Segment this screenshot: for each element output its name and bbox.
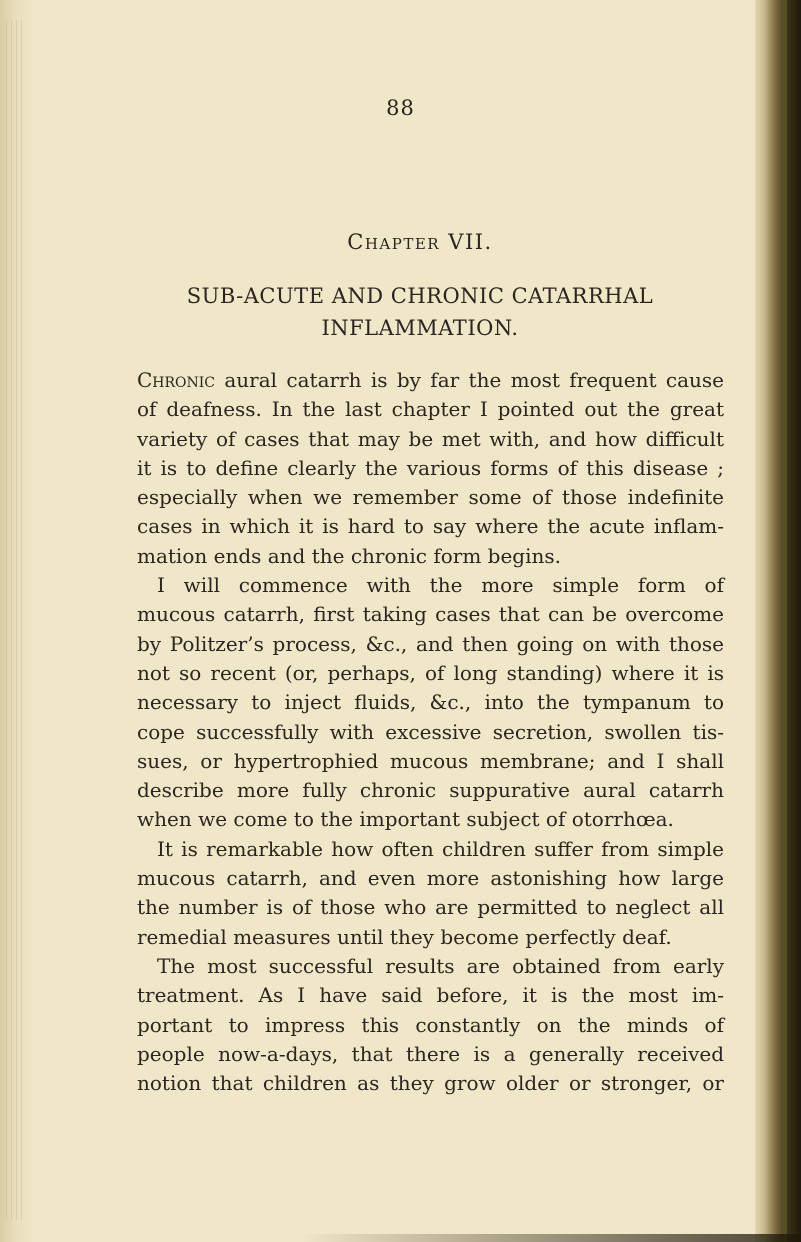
text-line: cases in which it is hard to say where the acute inflam- bbox=[137, 514, 724, 539]
text-line: treatment. As I have said before, it is the most im- bbox=[137, 983, 724, 1008]
body-text bbox=[137, 366, 724, 1098]
book-edge-strip bbox=[783, 0, 787, 1242]
chapter-heading: Chapter VII. bbox=[347, 230, 493, 254]
text-line: mation ends and the chronic form begins. bbox=[137, 543, 562, 568]
chapter-title bbox=[0, 280, 801, 344]
text-line: portant to impress this constantly on the minds of bbox=[137, 1012, 724, 1037]
text-line: It is remarkable how often children suffer from simple bbox=[157, 836, 724, 861]
text-line: mucous catarrh, first taking cases that can be overcome bbox=[137, 602, 724, 627]
text-line: of deafness. In the last chapter I pointed out the great bbox=[137, 397, 724, 422]
text-line: the number is of those who are permitted to neglect all bbox=[137, 895, 724, 920]
text-line: I will commence with the more simple form of bbox=[157, 573, 724, 598]
book-edge bbox=[755, 0, 801, 1242]
drop-word: Chronic bbox=[137, 368, 216, 392]
bottom-edge-shadow bbox=[300, 1234, 801, 1242]
page-number: 88 bbox=[386, 96, 415, 120]
text-line: when we come to the important subject of otorrhœa. bbox=[137, 807, 674, 832]
text-line: variety of cases that may be met with, and how difficult bbox=[137, 426, 724, 451]
text-line bbox=[137, 366, 724, 395]
text-line: not so recent (or, perhaps, of long standing) where it is bbox=[137, 660, 724, 685]
binding-texture bbox=[6, 20, 26, 1220]
text-line: especially when we remember some of those indefinite bbox=[137, 485, 724, 510]
chapter-title-line: SUB-ACUTE AND CHRONIC CATARRHAL bbox=[186, 284, 654, 308]
text-line: notion that children as they grow older or stronger, or bbox=[137, 1071, 724, 1096]
text-line: remedial measures until they become perfectly deaf. bbox=[137, 924, 672, 949]
chapter-title-line: INFLAMMATION. bbox=[321, 316, 519, 340]
text-line: sues, or hypertrophied mucous membrane; and I shall bbox=[137, 748, 724, 773]
text-line: mucous catarrh, and even more astonishing how large bbox=[137, 866, 724, 891]
text-line: describe more fully chronic suppurative aural catarrh bbox=[137, 778, 724, 803]
text-line: people now-a-days, that there is a generally received bbox=[137, 1041, 724, 1066]
text-line-rest: aural catarrh is by far the most frequent cause bbox=[215, 368, 724, 392]
text-line: necessary to inject fluids, &c., into the tympanum to bbox=[137, 690, 724, 715]
text-line: it is to define clearly the various forms of this disease ; bbox=[137, 455, 724, 480]
text-line: cope successfully with excessive secretion, swollen tis- bbox=[137, 719, 724, 744]
text-line: by Politzer’s process, &c., and then going on with those bbox=[137, 631, 724, 656]
text-line: The most successful results are obtained from early bbox=[157, 953, 724, 978]
